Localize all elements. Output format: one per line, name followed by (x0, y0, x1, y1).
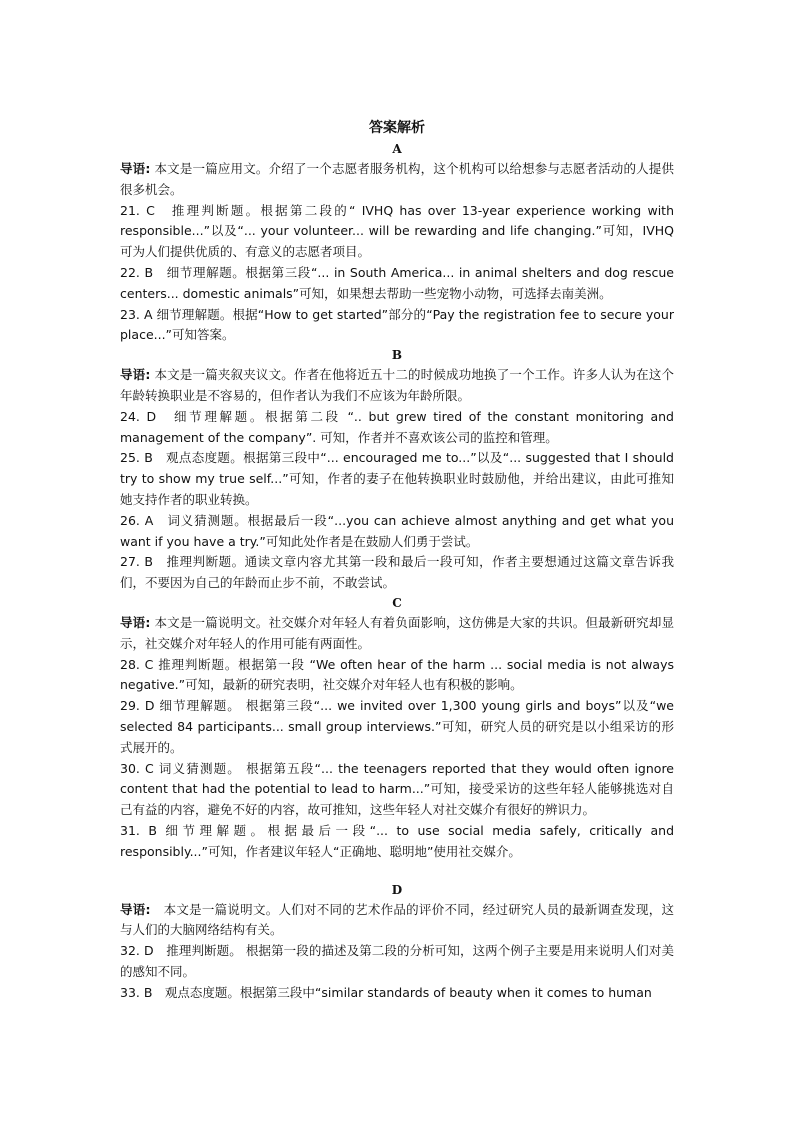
answer-item-28: 28. C 推理判断题。根据第一段 “We often hear of the harm ... social media is not always negative.”可知，最新的研究表明，社交媒介对年轻人也有积极的影响。 (120, 656, 674, 693)
intro-text: 本文是一篇应用文。介绍了一个志愿者服务机构，这个机构可以给想参与志愿者活动的人提供很多机会。 (120, 161, 675, 197)
answer-item-21: 21. C 推理判断题。根据第二段的“ IVHQ has over 13-year experience working with responsible...”以及“... your volunteer... will be rewarding and life changing.”可知，IVHQ 可为人们提供优质的、有意义的志愿者项目。 (120, 202, 674, 260)
answer-item-26: 26. A 词义猜测题。根据最后一段“...you can achieve almost anything and get what you want if you have a try.”可知此处作者是在鼓励人们勇于尝试。 (120, 512, 674, 549)
intro-label: 导语: (120, 614, 151, 630)
section-c-intro (120, 613, 674, 655)
intro-label: 导语: (120, 161, 151, 176)
section-b-intro (120, 365, 674, 407)
intro-text: 本文是一篇夹叙夹议文。作者在他将近五十二的时候成功地换了一个工作。许多人认为在这个年龄转换职业是不容易的，但作者认为我们不应该为年龄所限。 (120, 367, 675, 403)
answer-item-32: 32. D 推理判断题。 根据第一段的描述及第二段的分析可知，这两个例子主要是用来说明人们对美的感知不同。 (120, 943, 674, 979)
section-b-heading: B (391, 348, 403, 363)
answer-item-29: 29. D 细节理解题。 根据第三段“... we invited over 1,300 young girls and boys”以及“we selected 84 participants... small group interviews.”可知，研究人员的研究是以小组采访的形式展开的。 (120, 698, 674, 755)
answer-item-27: 27. B 推理判断题。通读文章内容尤其第一段和最后一段可知，作者主要想通过这篇文章告诉我们，不要因为自己的年龄而止步不前，不敢尝试。 (120, 554, 674, 591)
answer-item-30: 30. C 词义猜测题。 根据第五段“... the teenagers reported that they would often ignore content that had the potential to lead to harm...”可知，接受采访的这些年轻人能够挑选对自己有益的内容，避免不好的内容，故可推知，这些年轻人对社交媒介有很好的辨识力。 (120, 760, 674, 818)
section-a-heading: A (392, 142, 402, 156)
answer-item-23: 23. A 细节理解题。根据“How to get started”部分的“Pay the registration fee to secure your place...”可知答案。 (120, 306, 674, 343)
section-a-intro (120, 159, 674, 201)
answer-item-31: 31. B 细节理解题。根据最后一段“... to use social media safely, critically and responsibly...”可知，作者建议年轻人“正确地、聪明地”使用社交媒介。 (120, 822, 674, 859)
intro-label: 导语: (120, 367, 151, 383)
answer-item-24: 24. D 细节理解题。根据第二段 “.. but grew tired of the constant monitoring and management of the company”. 可知，作者并不喜欢该公司的监控和管理。 (120, 408, 674, 445)
answer-item-22: 22. B 细节理解题。根据第三段“... in South America... in animal shelters and dog rescue centers... domestic animals”可知，如果想去帮助一些宠物小动物，可选择去南美洲。 (120, 264, 674, 301)
answer-item-25: 25. B 观点态度题。根据第三段中“... encouraged me to...”以及“... suggested that I should try to show my true self...”可知，作者的妻子在他转换职业时鼓励他，并给出建议，由此可推知她支持作者的职业转换。 (120, 450, 674, 507)
answer-item-33: 33. B 观点态度题。根据第三段中“similar standards of beauty when it comes to human (120, 984, 652, 1000)
intro-text: 本文是一篇说明文。社交媒介对年轻人有着负面影响，这仿佛是大家的共识。但最新研究却显示，社交媒介对年轻人的作用可能有两面性。 (120, 614, 675, 651)
section-c-heading: C (392, 595, 402, 610)
page-title: 答案解析 (369, 120, 425, 136)
intro-text: 本文是一篇说明文。人们对不同的艺术作品的评价不同，经过研究人员的最新调查发现，这与人们的大脑网络结构有关。 (120, 901, 674, 938)
intro-label: 导语: (120, 901, 151, 917)
section-d-heading: D (391, 882, 403, 897)
section-d-intro (120, 900, 674, 942)
